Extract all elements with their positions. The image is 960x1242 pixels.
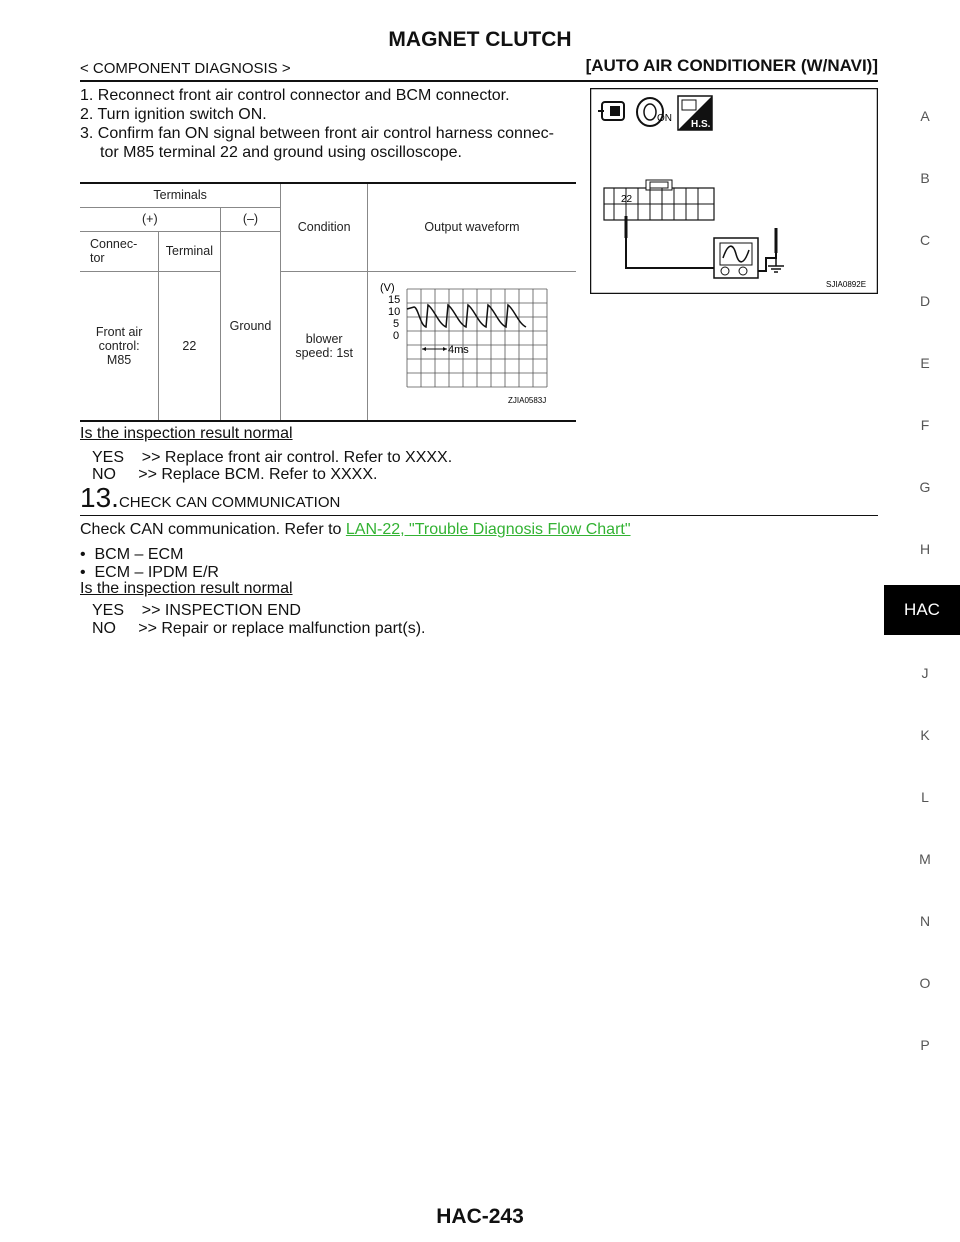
side-tab-a[interactable]: A	[920, 108, 930, 124]
svg-text:15: 15	[388, 294, 401, 307]
question-2: Is the inspection result normal	[80, 580, 293, 597]
side-tab-hac[interactable]: HAC	[884, 585, 960, 635]
step-number: 13.	[80, 482, 119, 513]
pin-label: 22	[621, 194, 633, 205]
bullet-ecm-ipdm: • ECM – IPDM E/R	[80, 564, 219, 581]
output-header: Output waveform	[368, 183, 577, 271]
model-label: [AUTO AIR CONDITIONER (W/NAVI)]	[585, 56, 878, 75]
section-breadcrumb: < COMPONENT DIAGNOSIS >	[80, 60, 291, 77]
side-tab-f[interactable]: F	[920, 417, 930, 433]
yes-option-1: YES >> Replace front air control. Refer to XXXX.	[92, 449, 453, 466]
can-check-text	[80, 520, 631, 539]
svg-text:10: 10	[388, 306, 401, 319]
hs-icon	[678, 96, 712, 130]
plus-header: (+)	[80, 207, 220, 231]
side-tab-j[interactable]: J	[921, 665, 929, 681]
connector-diagram	[590, 88, 878, 294]
svg-text:5: 5	[393, 318, 400, 331]
condition-header: Condition	[281, 183, 368, 271]
waveform-cell	[368, 271, 577, 421]
side-tab-e[interactable]: E	[920, 355, 930, 371]
no-option-1: NO >> Replace BCM. Refer to XXXX.	[92, 466, 378, 483]
minus-header: (–)	[220, 207, 281, 231]
side-tab-k[interactable]: K	[920, 727, 930, 743]
side-tab-d[interactable]: D	[919, 293, 931, 309]
side-tab-g[interactable]: G	[919, 479, 931, 495]
side-tab-l[interactable]: L	[921, 789, 929, 805]
side-tab-p[interactable]: P	[920, 1037, 930, 1053]
question-1: Is the inspection result normal	[80, 425, 293, 442]
side-tab-m[interactable]: M	[919, 851, 931, 867]
terminal-cell: 22	[159, 271, 220, 421]
step-1: 1. Reconnect front air control connector and BCM connector.	[80, 87, 510, 104]
step-title: CHECK CAN COMMUNICATION	[118, 494, 341, 511]
svg-text:4ms: 4ms	[448, 344, 469, 357]
side-tab-c[interactable]: C	[919, 232, 931, 248]
diagram-ref: SJIA0892E	[826, 280, 867, 289]
step-13-heading	[80, 482, 340, 514]
svg-text:(V): (V)	[380, 282, 395, 295]
side-tab-n[interactable]: N	[919, 913, 931, 929]
step-3: 3. Confirm fan ON signal between front air control harness connec-	[80, 125, 555, 142]
can-check-label: Check CAN communication. Refer to	[80, 521, 346, 538]
header-rule	[80, 80, 878, 82]
lan-22-link[interactable]: LAN-22, "Trouble Diagnosis Flow Chart"	[345, 521, 631, 538]
bullet-bcm-ecm: • BCM – ECM	[80, 546, 184, 563]
step-2: 2. Turn ignition switch ON.	[80, 106, 267, 123]
page-title: MAGNET CLUTCH	[388, 28, 572, 51]
step-rule	[80, 515, 878, 516]
svg-text:H.S.: H.S.	[691, 119, 711, 130]
ground-cell: Ground	[220, 231, 281, 421]
step-3-cont: tor M85 terminal 22 and ground using oscilloscope.	[100, 144, 462, 161]
page-number: HAC-243	[436, 1205, 524, 1228]
svg-text:ON: ON	[657, 113, 672, 124]
connector-cell: Front air control: M85	[80, 271, 159, 421]
terminals-table	[80, 182, 576, 422]
condition-cell: blower speed: 1st	[281, 271, 368, 421]
svg-text:0: 0	[393, 330, 400, 343]
terminal-header: Terminal	[159, 231, 220, 271]
oscilloscope-icon	[714, 238, 758, 278]
connector-header: Connec- tor	[80, 231, 159, 271]
terminals-header: Terminals	[80, 183, 281, 207]
svg-text:ZJIA0583J: ZJIA0583J	[508, 396, 547, 406]
side-tab-o[interactable]: O	[919, 975, 931, 991]
yes-option-2: YES >> INSPECTION END	[92, 602, 301, 619]
side-tab-h[interactable]: H	[919, 541, 931, 557]
no-option-2: NO >> Repair or replace malfunction part(s).	[92, 620, 426, 637]
waveform-graph	[372, 279, 572, 409]
side-tab-b[interactable]: B	[920, 170, 930, 186]
